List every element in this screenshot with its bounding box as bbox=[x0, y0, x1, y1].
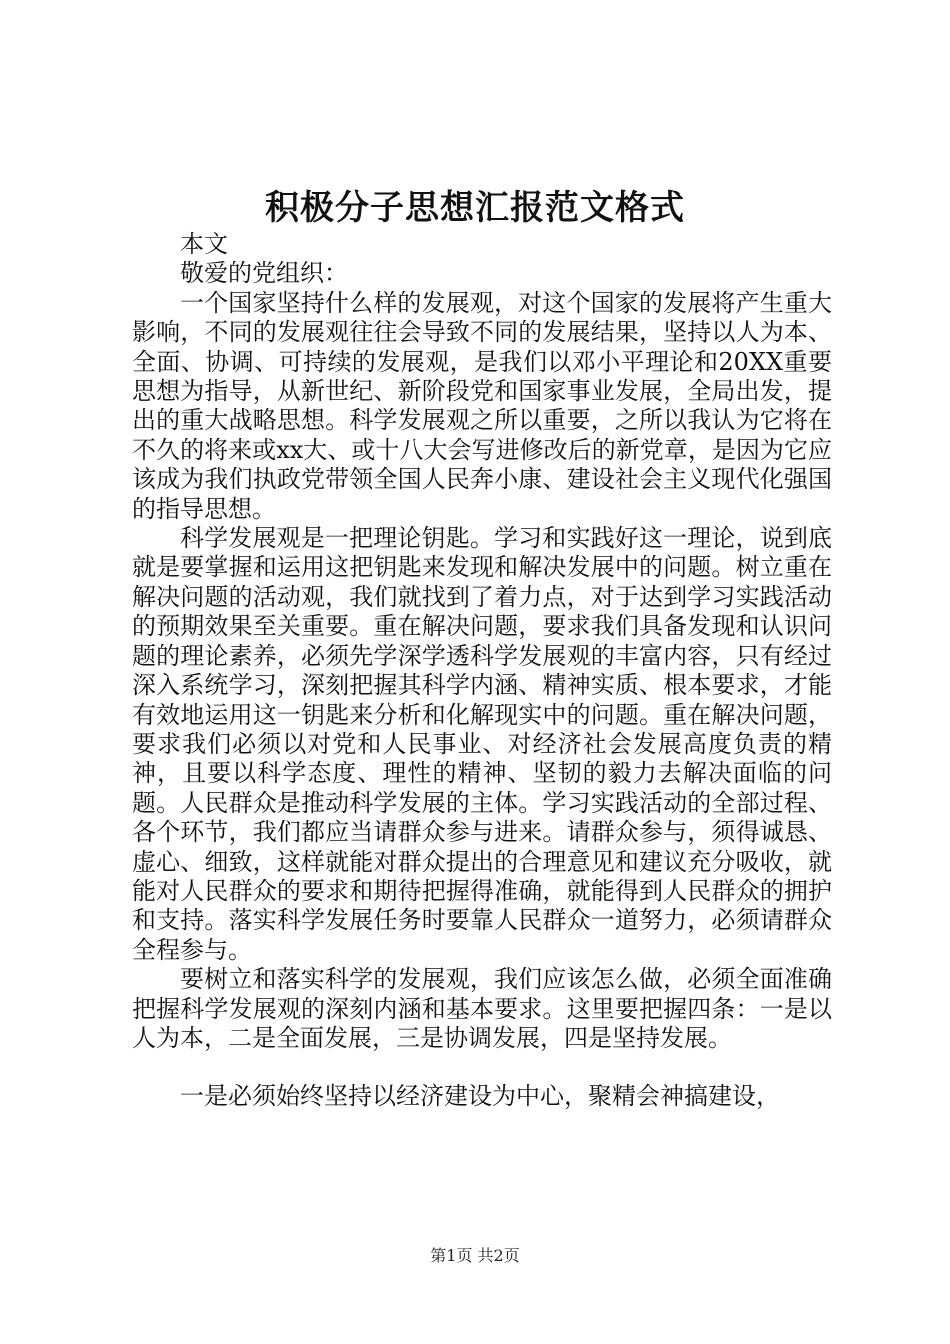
paragraph-body: 一个国家坚持什么样的发展观，对这个国家的发展将产生重大影响，不同的发展观往往会导致不同的发展结果，坚持以人为本、全面、协调、可持续的发展观，是我们以邓小平理论和20XX重要思想为指导，从新世纪、新阶段党和国家事业发展，全局出发，提出的重大战略思想。科学发展观之所以重要，之所以我认为它将在不久的将来或xx大、或十八大会写进修改后的新党章，是因为它应该成为我们执政党带领全国人民奔小康、建设社会主义现代化强国的指导思想。 bbox=[132, 288, 832, 523]
page-footer: 第1页 共2页 bbox=[430, 1246, 520, 1265]
paragraph-body: 科学发展观是一把理论钥匙。学习和实践好这一理论，说到底就是要掌握和运用这把钥匙来发现和解决发展中的问题。树立重在解决问题的活动观，我们就找到了着力点，对于达到学习实践活动的预期效果至关重要。重在解决问题，要求我们具备发现和认识问题的理论素养，必须先学深学透科学发展观的丰富内容，只有经过深入系统学习，深刻把握其科学内涵、精神实质、根本要求，才能有效地运用这一钥匙来分析和化解现实中的问题。重在解决问题，要求我们必须以对党和人民事业、对经济社会发展高度负责的精神，且要以科学态度、理性的精神、坚韧的毅力去解决面临的问题。人民群众是推动科学发展的主体。学习实践活动的全部过程、各个环节，我们都应当请群众参与进来。请群众参与，须得诚恳、虚心、细致，这样就能对群众提出的合理意见和建议充分吸收，就能对人民群众的要求和期待把握得准确，就能得到人民群众的拥护和支持。落实科学发展任务时要靠人民群众一道努力，必须请群众全程参与。 bbox=[132, 524, 832, 964]
paragraph-salutation: 敬爱的党组织： bbox=[180, 259, 348, 288]
document-title: 积极分子思想汇报范文格式 bbox=[265, 188, 685, 228]
paragraph-label: 本文 bbox=[180, 230, 228, 258]
document-body bbox=[132, 230, 832, 1112]
paragraph-body: 一是必须始终坚持以经济建设为中心，聚精会神搞建设， bbox=[180, 1082, 780, 1111]
paragraph-body: 要树立和落实科学的发展观，我们应该怎么做，必须全面准确把握科学发展观的深刻内涵和基本要求。这里要把握四条：一是以人为本，二是全面发展，三是协调发展，四是坚持发展。 bbox=[132, 965, 832, 1052]
